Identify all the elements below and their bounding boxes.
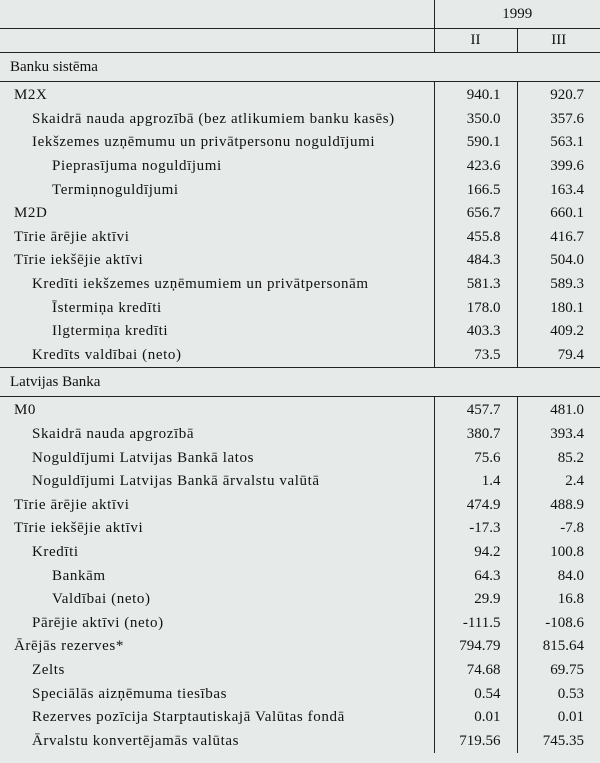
row-value-q3: 180.1 <box>517 296 600 320</box>
table-body <box>0 53 600 754</box>
row-value-q2: 380.7 <box>434 423 517 447</box>
row-value-q3: 920.7 <box>517 82 600 108</box>
row-value-q3: 589.3 <box>517 273 600 297</box>
row-value-q3: -7.8 <box>517 517 600 541</box>
row-label: Kredīti <box>32 543 79 560</box>
row-value-q2: -111.5 <box>434 611 517 635</box>
row-value-q2: 484.3 <box>434 249 517 273</box>
row-label: M0 <box>14 402 37 419</box>
table-row <box>0 611 600 635</box>
row-value-q2: 29.9 <box>434 588 517 612</box>
row-value-q3: 84.0 <box>517 564 600 588</box>
row-value-q2: 423.6 <box>434 155 517 179</box>
table-row <box>0 108 600 132</box>
row-label: Valdībai (neto) <box>52 591 151 608</box>
row-value-q3: 357.6 <box>517 108 600 132</box>
table-row <box>0 155 600 179</box>
table-row <box>0 249 600 273</box>
row-label: Termiņnoguldījumi <box>52 181 179 198</box>
table-row <box>0 446 600 470</box>
table-row <box>0 226 600 250</box>
table-row <box>0 729 600 753</box>
section-title: Banku sistēma <box>0 53 600 82</box>
section-header-row <box>0 53 600 82</box>
row-value-q3: 79.4 <box>517 344 600 368</box>
section-title: Latvijas Banka <box>0 368 600 397</box>
row-value-q3: 488.9 <box>517 494 600 518</box>
table-row <box>0 682 600 706</box>
row-value-q3: 69.75 <box>517 659 600 683</box>
row-value-q2: 94.2 <box>434 541 517 565</box>
row-value-q3: 481.0 <box>517 397 600 423</box>
row-value-q3: 745.35 <box>517 729 600 753</box>
row-value-q2: 719.56 <box>434 729 517 753</box>
section-header-row <box>0 368 600 397</box>
row-label: Pārējie aktīvi (neto) <box>32 614 164 631</box>
header-quarter-iii: III <box>517 29 600 53</box>
row-label: Pieprasījuma noguldījumi <box>52 158 222 175</box>
row-value-q3: 815.64 <box>517 635 600 659</box>
header-year-row <box>0 0 600 29</box>
row-value-q3: 2.4 <box>517 470 600 494</box>
table-row <box>0 397 600 423</box>
row-value-q2: 1.4 <box>434 470 517 494</box>
row-value-q2: 794.79 <box>434 635 517 659</box>
row-value-q2: 403.3 <box>434 320 517 344</box>
row-label: Kredīts valdībai (neto) <box>32 346 182 363</box>
row-value-q2: 656.7 <box>434 202 517 226</box>
row-value-q2: 474.9 <box>434 494 517 518</box>
table-row <box>0 517 600 541</box>
row-value-q3: 0.53 <box>517 682 600 706</box>
table-row <box>0 564 600 588</box>
header-quarter-row <box>0 29 600 53</box>
row-value-q2: 581.3 <box>434 273 517 297</box>
table-row <box>0 178 600 202</box>
row-value-q3: 393.4 <box>517 423 600 447</box>
header-label-cell <box>0 0 434 29</box>
table-row <box>0 494 600 518</box>
table-row <box>0 273 600 297</box>
table-row <box>0 541 600 565</box>
row-label: Īstermiņa kredīti <box>52 299 162 316</box>
table-row <box>0 635 600 659</box>
table-row <box>0 202 600 226</box>
row-label: Speciālās aizņēmuma tiesības <box>32 685 228 702</box>
table-row <box>0 344 600 368</box>
header-year: 1999 <box>434 0 600 29</box>
row-value-q2: 0.54 <box>434 682 517 706</box>
row-value-q3: 563.1 <box>517 131 600 155</box>
row-value-q2: 178.0 <box>434 296 517 320</box>
row-value-q3: 100.8 <box>517 541 600 565</box>
table-row <box>0 423 600 447</box>
row-label: Ārvalstu konvertējamās valūtas <box>32 732 240 749</box>
row-value-q2: 590.1 <box>434 131 517 155</box>
row-value-q2: 73.5 <box>434 344 517 368</box>
row-label: Skaidrā nauda apgrozībā <box>32 426 195 443</box>
row-value-q2: 455.8 <box>434 226 517 250</box>
row-label: M2D <box>14 205 48 222</box>
row-value-q2: 166.5 <box>434 178 517 202</box>
header-label-cell <box>0 29 434 53</box>
table-row <box>0 82 600 108</box>
row-value-q2: 64.3 <box>434 564 517 588</box>
header-quarter-ii: II <box>434 29 517 53</box>
row-label: Bankām <box>52 567 106 584</box>
row-value-q3: 85.2 <box>517 446 600 470</box>
row-value-q3: 163.4 <box>517 178 600 202</box>
row-value-q3: 409.2 <box>517 320 600 344</box>
row-value-q3: 660.1 <box>517 202 600 226</box>
row-value-q3: 416.7 <box>517 226 600 250</box>
row-value-q3: -108.6 <box>517 611 600 635</box>
table-row <box>0 659 600 683</box>
row-label: Noguldījumi Latvijas Bankā ārvalstu valūtā <box>32 473 320 490</box>
row-value-q2: 940.1 <box>434 82 517 108</box>
row-value-q3: 16.8 <box>517 588 600 612</box>
table-row <box>0 320 600 344</box>
row-value-q2: 350.0 <box>434 108 517 132</box>
row-label: Tīrie iekšējie aktīvi <box>14 520 144 537</box>
table-row <box>0 588 600 612</box>
row-value-q2: -17.3 <box>434 517 517 541</box>
row-label: Iekšzemes uzņēmumu un privātpersonu noguldījumi <box>32 134 376 151</box>
row-value-q3: 0.01 <box>517 706 600 730</box>
row-label: Zelts <box>32 661 65 678</box>
row-label: Tīrie ārējie aktīvi <box>14 496 130 513</box>
row-label: Noguldījumi Latvijas Bankā latos <box>32 449 255 466</box>
row-label: Tīrie ārējie aktīvi <box>14 228 130 245</box>
row-label: Rezerves pozīcija Starptautiskajā Valūtas fondā <box>32 709 345 726</box>
row-label: Ilgtermiņa kredīti <box>52 323 169 340</box>
row-label: M2X <box>14 87 48 104</box>
row-label: Kredīti iekšzemes uzņēmumiem un privātpersonām <box>32 276 369 293</box>
row-label: Skaidrā nauda apgrozībā (bez atlikumiem banku kasēs) <box>32 110 395 127</box>
row-label: Ārējās rezerves* <box>14 638 124 655</box>
row-value-q2: 75.6 <box>434 446 517 470</box>
row-value-q3: 504.0 <box>517 249 600 273</box>
row-value-q2: 0.01 <box>434 706 517 730</box>
table-row <box>0 470 600 494</box>
row-value-q3: 399.6 <box>517 155 600 179</box>
row-value-q2: 457.7 <box>434 397 517 423</box>
table-row <box>0 296 600 320</box>
table-row <box>0 131 600 155</box>
table-row <box>0 706 600 730</box>
row-value-q2: 74.68 <box>434 659 517 683</box>
row-label: Tīrie iekšējie aktīvi <box>14 252 144 269</box>
